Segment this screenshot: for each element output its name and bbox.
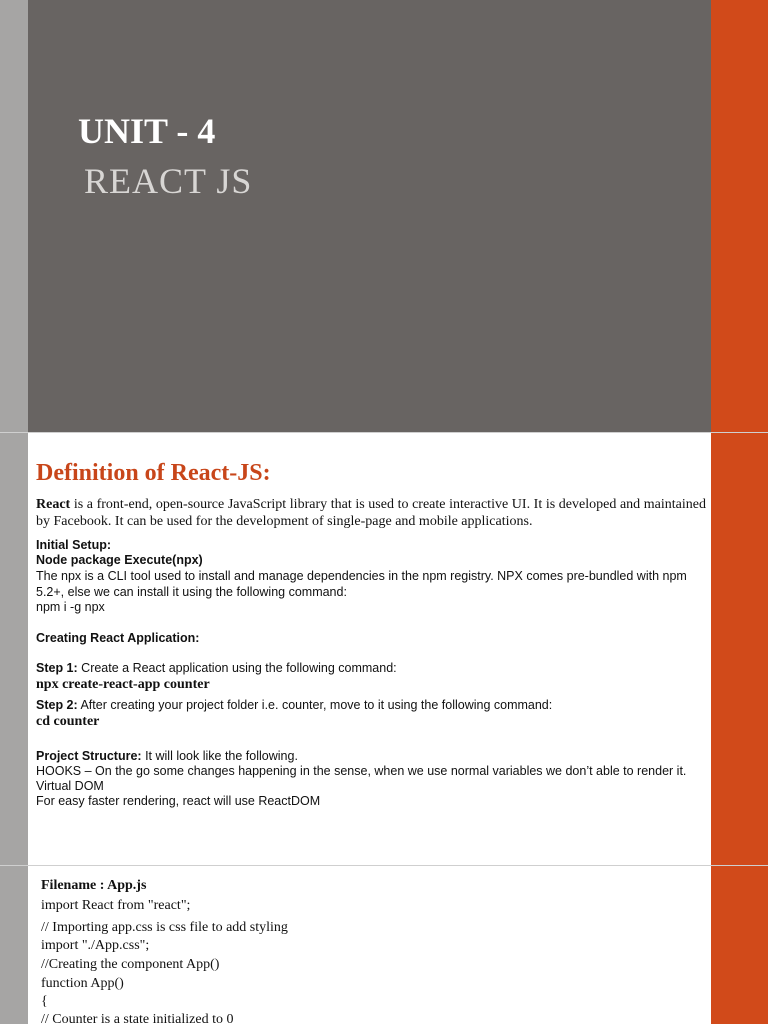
intro-text: is a front-end, open-source JavaScript library that is used to create interactive UI. It is developed and maintained by Facebook. It can be used for the development of single-page and mobile applications. <box>36 497 706 529</box>
step1-line <box>36 661 708 677</box>
step1-label: Step 1: <box>36 661 78 675</box>
npx-command: npm i -g npx <box>36 600 105 614</box>
code-line: // Counter is a state initialized to 0 <box>41 1012 234 1027</box>
step2-line <box>36 698 708 714</box>
right-orange-strip <box>711 0 768 1024</box>
unit-subtitle: REACT JS <box>84 161 253 201</box>
code-line: import "./App.css"; <box>41 938 150 953</box>
intro-bold: React <box>36 497 71 512</box>
code-line: //Creating the component App() <box>41 957 220 972</box>
reactdom-line: For easy faster rendering, react will use ReactDOM <box>36 794 321 808</box>
hooks-line: HOOKS – On the go some changes happening in the sense, when we use normal variables we don’t able to render it. <box>36 764 687 778</box>
code-line: import React from "react"; <box>41 898 191 913</box>
definition-slide <box>30 433 711 865</box>
step2-text: After creating your project folder i.e. counter, move to it using the following command: <box>77 698 553 712</box>
code-line: function App() <box>41 976 124 991</box>
creating-heading: Creating React Application: <box>36 631 200 645</box>
step2-label: Step 2: <box>36 698 78 712</box>
step2-command: cd counter <box>36 714 100 729</box>
initial-setup-label: Initial Setup: <box>36 538 111 552</box>
left-gray-strip <box>0 0 28 1024</box>
title-slide <box>28 0 711 432</box>
definition-heading: Definition of React-JS: <box>36 460 271 486</box>
step1-command: npx create-react-app counter <box>36 677 210 692</box>
structure-text: It will look like the following. <box>141 749 298 763</box>
npx-heading: Node package Execute(npx) <box>36 553 203 567</box>
unit-title: UNIT - 4 <box>78 111 216 151</box>
intro-paragraph <box>36 496 706 530</box>
structure-line <box>36 749 708 765</box>
code-slide <box>30 866 711 1027</box>
code-line: // Importing app.css is css file to add styling <box>41 920 288 935</box>
npx-description: The npx is a CLI tool used to install and manage dependencies in the npm registry. NPX comes pre-bundled with npm 5.2+, else we can install it using the following command: <box>36 569 687 599</box>
virtual-dom-line: Virtual DOM <box>36 779 104 793</box>
code-line: { <box>41 994 48 1009</box>
step1-text: Create a React application using the following command: <box>77 661 397 675</box>
filename-label: Filename : App.js <box>41 878 147 893</box>
structure-label: Project Structure: <box>36 749 142 763</box>
